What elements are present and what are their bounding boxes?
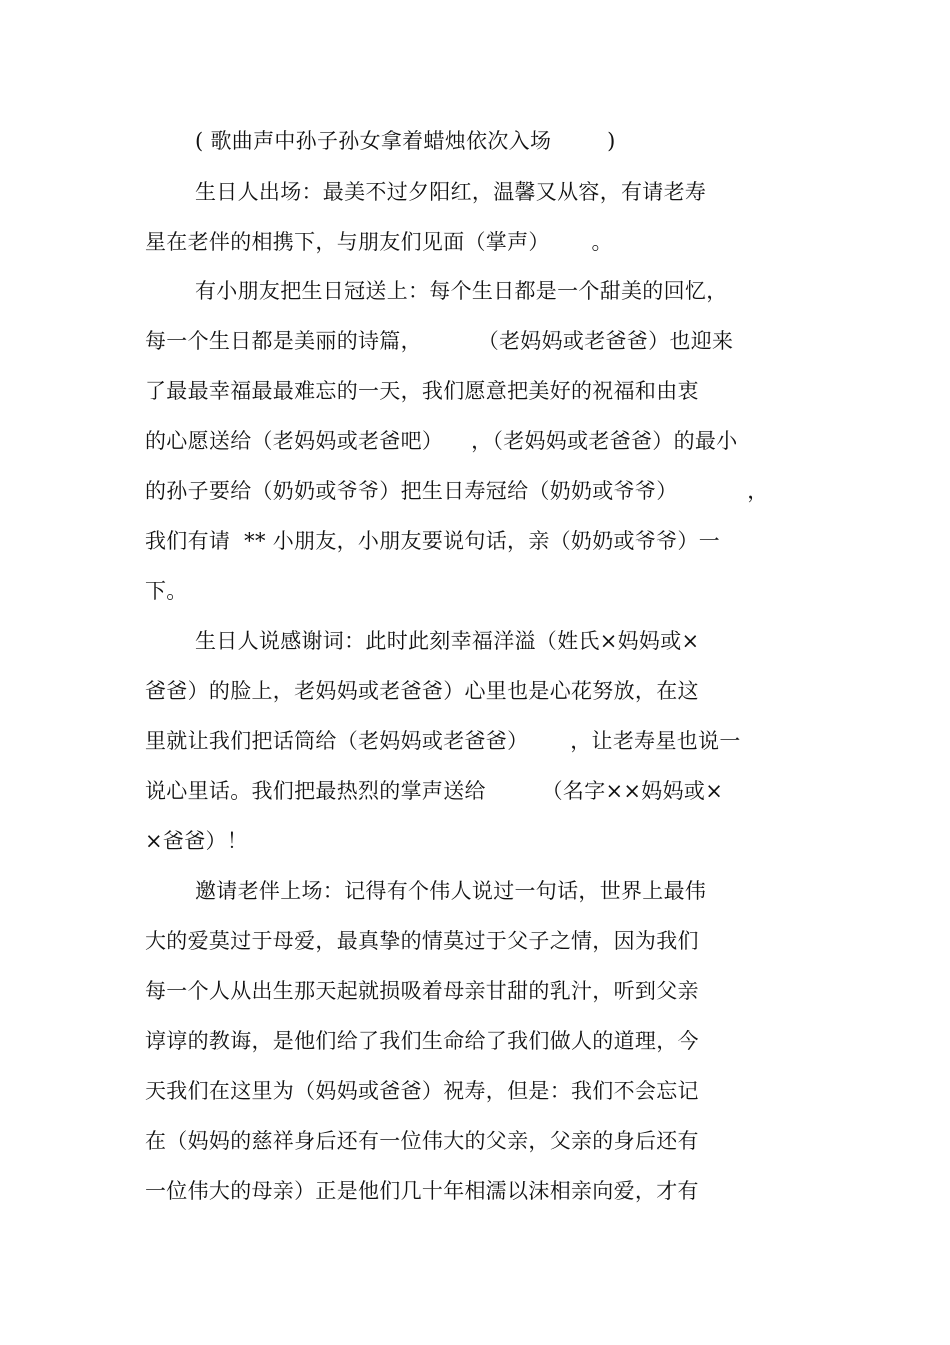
text-line-20: 天我们在这里为（妈妈或爸爸）祝寿，但是：我们不会忘记 [145, 1079, 699, 1103]
text-line-11: 生日人说感谢词：此时此刻幸福洋溢（姓氏×妈妈或× [195, 629, 700, 653]
text-line-2: 生日人出场：最美不过夕阳红，温馨又从容，有请老寿 [195, 180, 707, 204]
text-line-13: 里就让我们把话筒给（老妈妈或老爸爸） ，让老寿星也说一 [145, 729, 741, 753]
text-line-5: 每一个生日都是美丽的诗篇， （老妈妈或老爸爸）也迎来 [145, 329, 734, 353]
text-line-9: 我们有请 ** 小朋友，小朋友要说句话，亲（奶奶或爷爷）一 [145, 529, 721, 553]
text-line-15: ×爸爸）！ [145, 829, 249, 853]
text-line-17: 大的爱莫过于母爱，最真挚的情莫过于父子之情，因为我们 [145, 929, 699, 953]
text-line-8: 的孙子要给（奶奶或爷爷）把生日寿冠给（奶奶或爷爷） ， [145, 479, 769, 503]
text-line-19: 谆谆的教诲，是他们给了我们生命给了我们做人的道理，今 [145, 1029, 699, 1053]
text-line-18: 每一个人从出生那天起就损吸着母亲甘甜的乳汁，听到父亲 [145, 979, 699, 1003]
text-line-12: 爸爸）的脸上，老妈妈或老爸爸）心里也是心花努放，在这 [145, 679, 699, 703]
text-line-6: 了最最幸福最最难忘的一天，我们愿意把美好的祝福和由衷 [145, 379, 699, 403]
text-line-3: 星在老伴的相携下，与朋友们见面（掌声） 。 [145, 230, 613, 254]
text-line-22: 一位伟大的母亲）正是他们几十年相濡以沫相亲向爱，才有 [145, 1179, 699, 1203]
text-line-1: ( 歌曲声中孙子孙女拿着蜡烛依次入场 ) [195, 129, 616, 153]
text-line-7: 的心愿送给（老妈妈或老爸吧） ，（老妈妈或老爸爸）的最小 [145, 429, 738, 453]
text-line-10: 下。 [145, 579, 188, 603]
text-line-16: 邀请老伴上场：记得有个伟人说过一句话，世界上最伟 [195, 879, 707, 903]
text-line-14: 说心里话。我们把最热烈的掌声送给 （名字××妈妈或× [145, 779, 724, 803]
text-line-21: 在（妈妈的慈祥身后还有一位伟大的父亲，父亲的身后还有 [145, 1129, 699, 1153]
text-line-4: 有小朋友把生日冠送上：每个生日都是一个甜美的回忆， [195, 279, 728, 303]
